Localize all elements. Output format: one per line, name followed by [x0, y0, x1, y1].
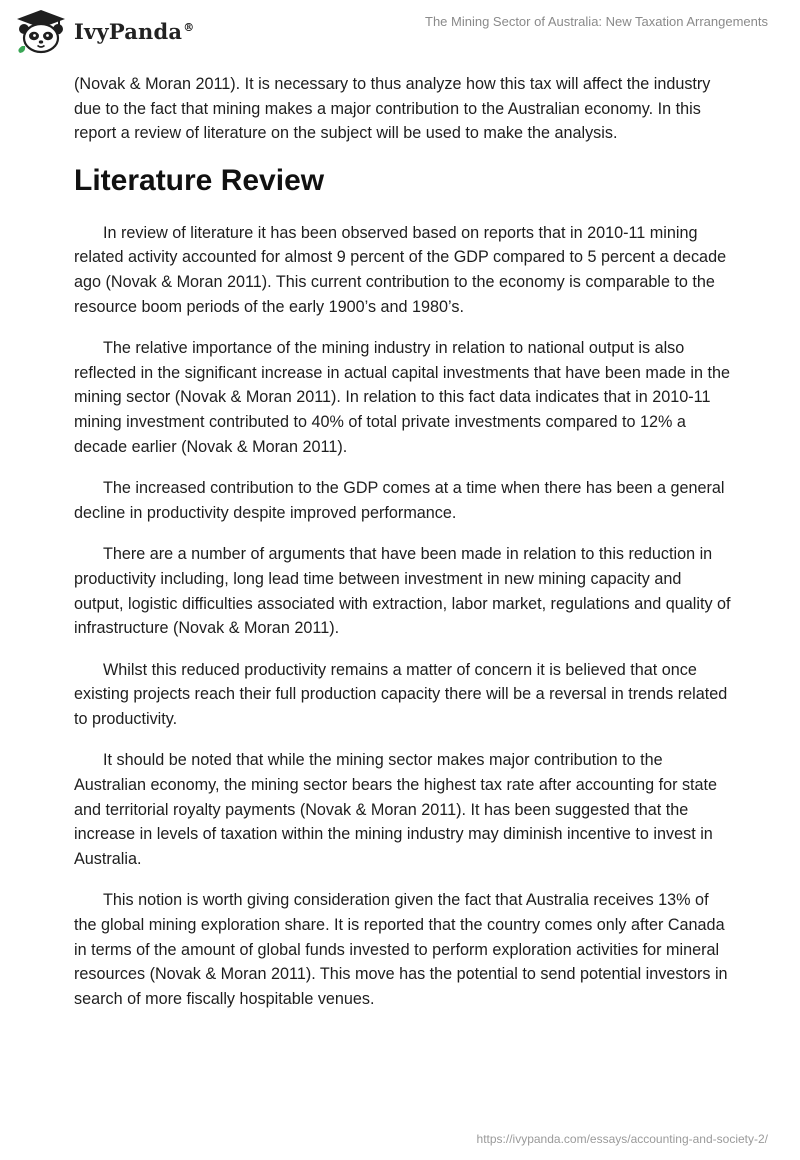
section-heading: Literature Review: [74, 163, 325, 197]
paragraph: Whilst this reduced productivity remains a matter of concern it is believed that once existing projects reach their full production capacity there will be a reversal in trends related to productivity.: [74, 660, 728, 728]
panda-graduate-icon: [14, 8, 68, 54]
registered-mark: ®: [183, 20, 195, 34]
ivypanda-logo[interactable]: [14, 8, 194, 54]
brand-name: IvyPanda®: [74, 18, 195, 44]
paragraph: This notion is worth giving consideration given the fact that Australia receives 13% of the global mining exploration share. It is reported that the country comes only after Canada in terms of the amount of global funds invested to perform exploration activities for mineral resources (Novak & Moran 2011). This move has the potential to send potential investors in search of more fiscally hospitable venues.: [74, 891, 728, 1008]
intro-paragraph: (Novak & Moran 2011). It is necessary to thus analyze how this tax will affect the industry due to the fact that mining makes a major contribution to the Australian economy. In this report a review of literature on the subject will be used to make the analysis.: [74, 75, 711, 143]
paragraph: It should be noted that while the mining sector makes major contribution to the Australian economy, the mining sector bears the highest tax rate after accounting for state and territorial royalty payments (Novak & Moran 2011). It has been suggested that the increase in levels of taxation within the mining industry may diminish incentive to invest in Australia.: [74, 751, 718, 868]
document-title: The Mining Sector of Australia: New Taxation Arrangements: [425, 14, 768, 29]
paragraph: The relative importance of the mining industry in relation to national output is also reflected in the significant increase in actual capital investments that have been made in the mining sector (Novak & Moran 2011). In relation to this fact data indicates that in 2010-11 mining investment contributed to 40% of total private investments compared to 12% a decade earlier (Novak & Moran 2011).: [74, 339, 730, 456]
paragraph: The increased contribution to the GDP comes at a time when there has been a general decline in productivity despite improved performance.: [74, 479, 725, 522]
essay-body: [74, 72, 734, 1028]
paragraph: In review of literature it has been observed based on reports that in 2010-11 mining related activity accounted for almost 9 percent of the GDP compared to 5 percent a decade ago (Novak & Moran 2011). This current contribution to the economy is comparable to the resource boom periods of the early 1900’s and 1980’s.: [74, 223, 727, 316]
source-url-link[interactable]: https://ivypanda.com/essays/accounting-and-society-2/: [476, 1132, 768, 1146]
paragraph: There are a number of arguments that have been made in relation to this reduction in productivity including, long lead time between investment in new mining capacity and output, logistic difficulties associated with extraction, labor market, regulations and quality of infrastructure (Novak & Moran 2011).: [74, 545, 731, 638]
page-header: [0, 0, 800, 70]
